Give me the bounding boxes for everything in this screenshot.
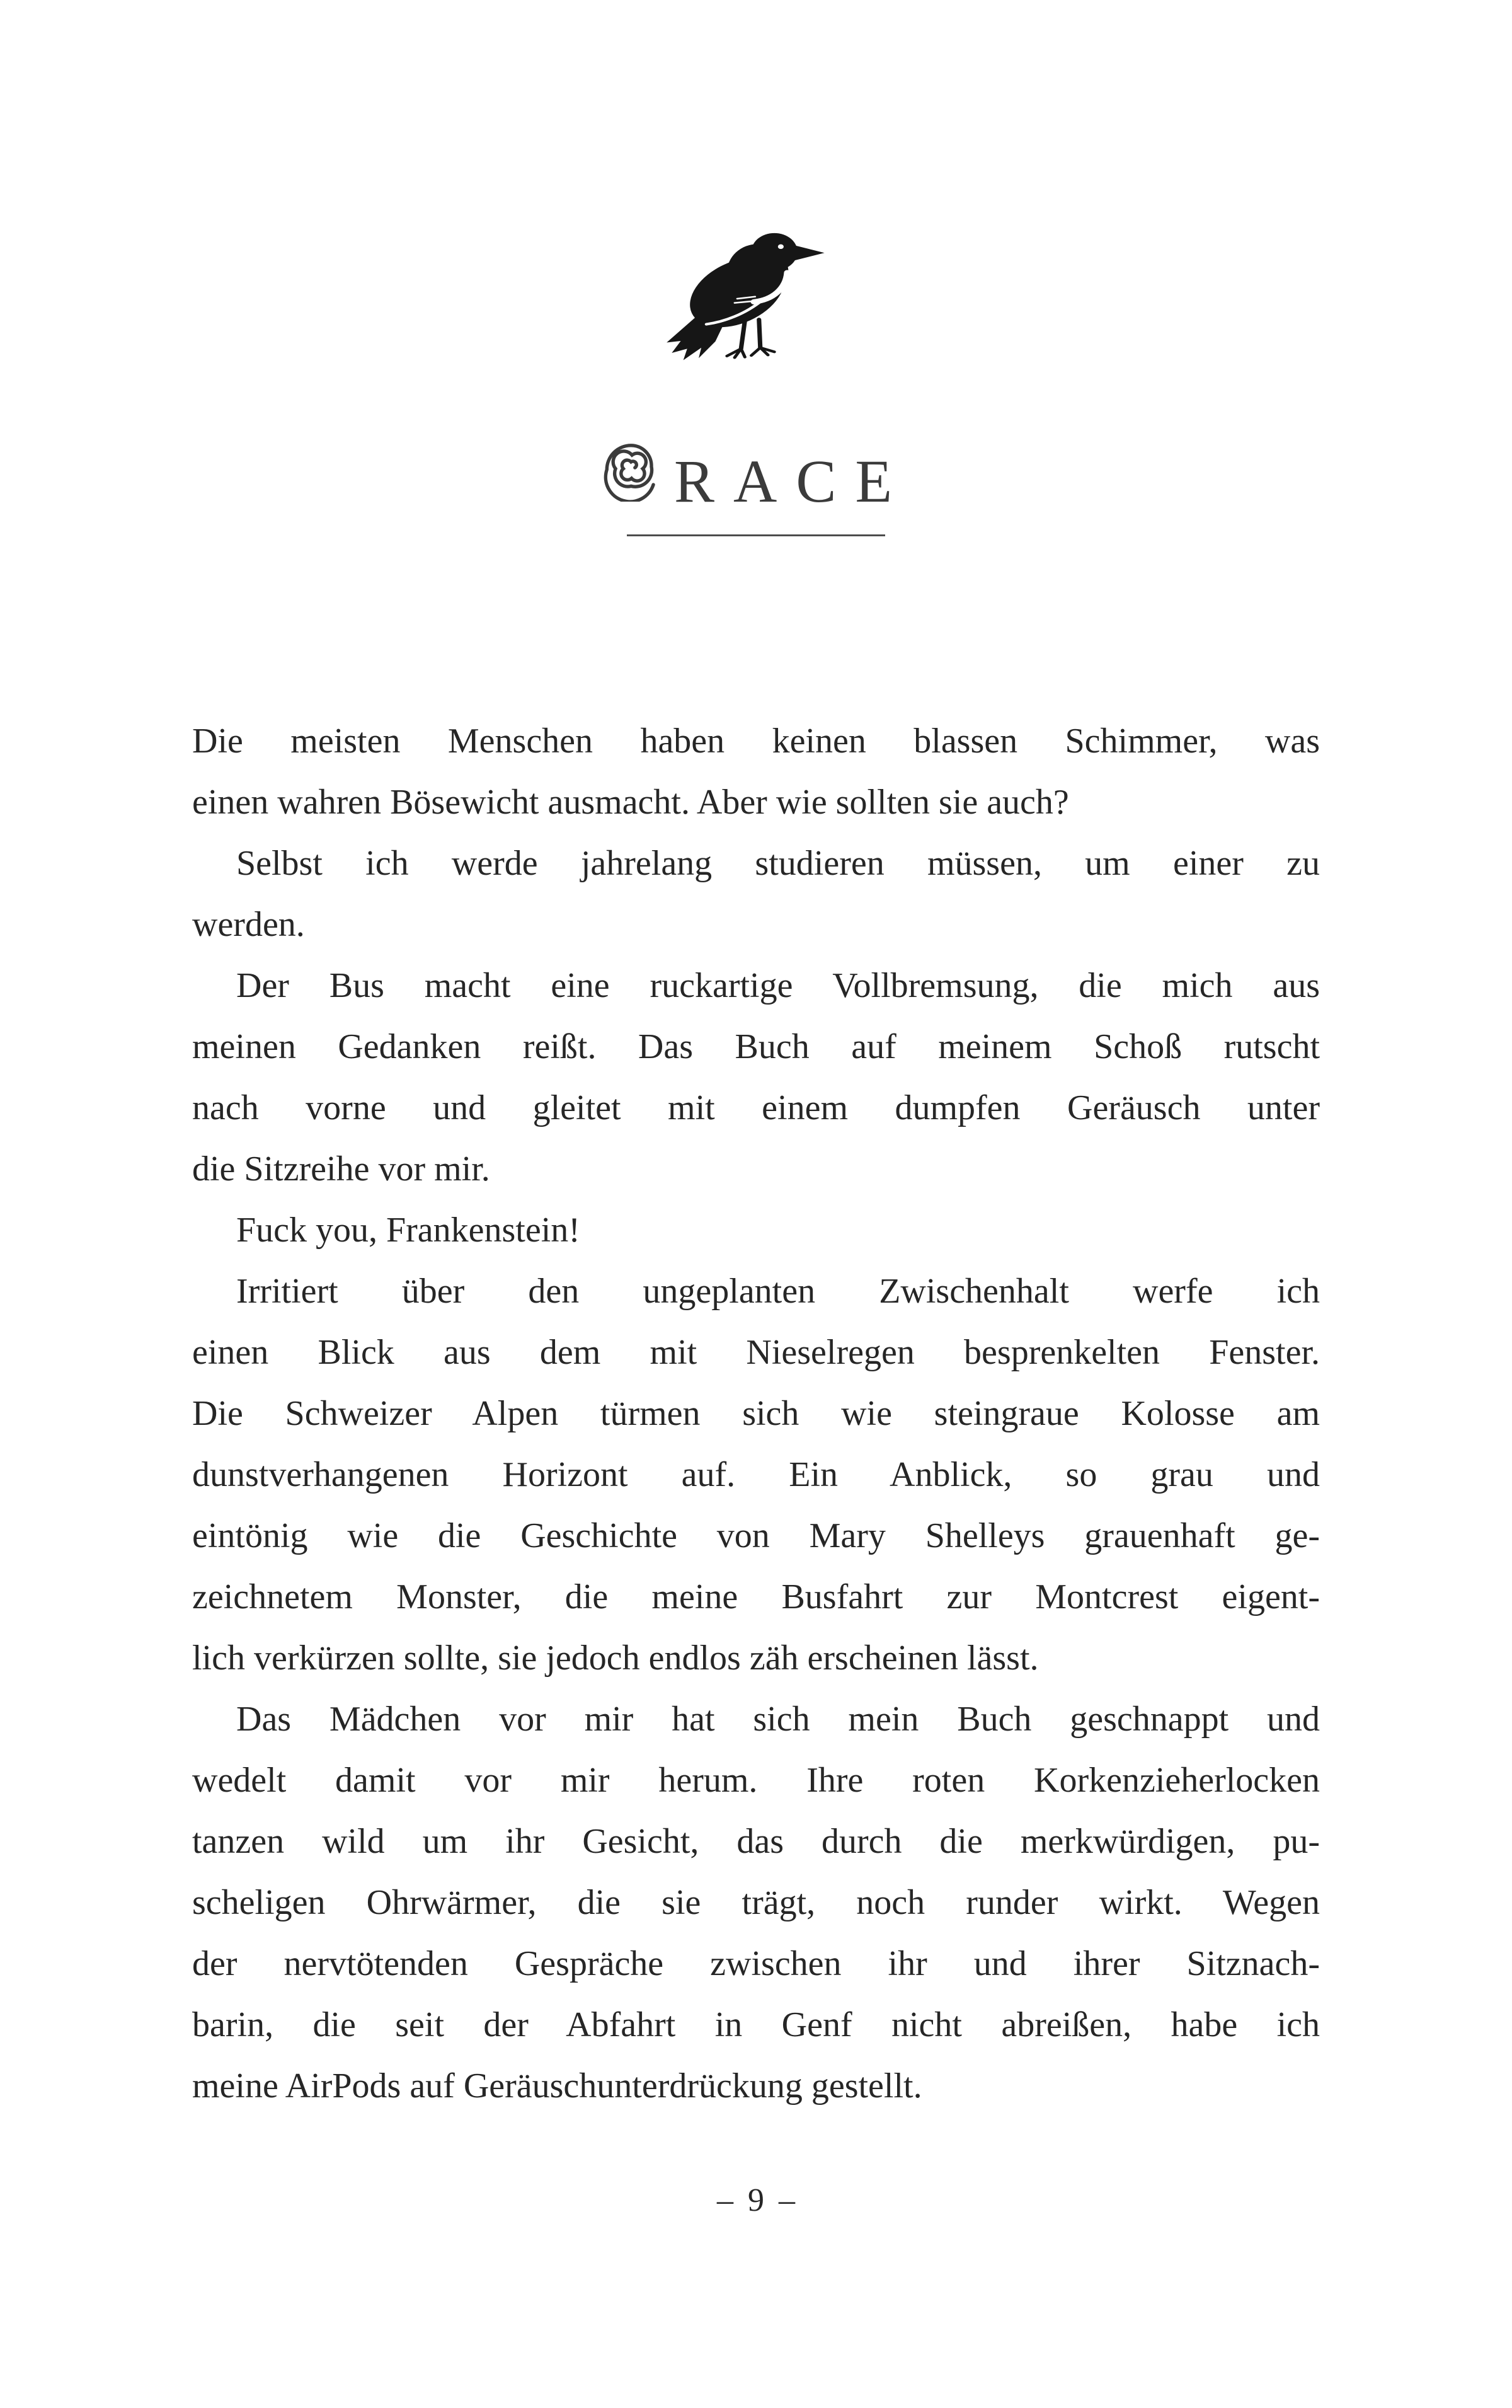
text-line: Die Schweizer Alpen türmen sich wie steingraue Kolosse am [192,1394,1320,1433]
raven-eye [778,245,784,249]
chapter-title [0,439,1512,534]
decorative-initial-g-icon [601,439,664,502]
page-number: – 9 – [717,2182,795,2218]
raven-leg [741,321,745,349]
text-line: der nervtötenden Gespräche zwischen ihr und ihrer Sitznach- [192,1944,1320,1983]
text-line: eintönig wie die Geschichte von Mary Shelleys grauenhaft ge- [192,1516,1320,1555]
text-line: die Sitzreihe vor mir. [192,1149,490,1189]
raven-beak [788,243,825,262]
text-line: einen Blick aus dem mit Nieselregen besprenkelten Fenster. [192,1333,1320,1372]
text-line: Das Mädchen vor mir hat sich mein Buch geschnappt und [236,1700,1320,1739]
text-line: tanzen wild um ihr Gesicht, das durch die merkwürdigen, pu- [192,1822,1320,1861]
title-divider [627,534,885,536]
text-line: meinen Gedanken reißt. Das Buch auf meinem Schoß rutscht [192,1027,1320,1066]
text-line: wedelt damit vor mir herum. Ihre roten Korkenzieherlocken [192,1761,1320,1800]
text-line: einen wahren Bösewicht ausmacht. Aber wie sollten sie auch? [192,783,1069,822]
raven-illustration-icon [660,221,840,377]
text-line: nach vorne und gleitet mit einem dumpfen Geräusch unter [192,1088,1320,1127]
text-line: Der Bus macht eine ruckartige Vollbremsung, die mich aus [236,966,1320,1005]
text-line: dunstverhangenen Horizont auf. Ein Anblick, so grau und [192,1455,1320,1494]
text-line: meine AirPods auf Geräuschunterdrückung gestellt. [192,2066,922,2106]
text-line: scheligen Ohrwärmer, die sie trägt, noch runder wirkt. Wegen [192,1883,1320,1922]
text-line: barin, die seit der Abfahrt in Genf nicht abreißen, habe ich [192,2005,1320,2044]
text-line: werden. [192,905,305,944]
chapter-title-text: RACE [673,447,912,515]
text-line: Fuck you, Frankenstein! [236,1211,580,1250]
body-text [192,711,1320,2117]
text-line: Selbst ich werde jahrelang studieren müssen, um einer zu [236,844,1320,883]
raven-leg [759,320,760,348]
text-line: Die meisten Menschen haben keinen blassen Schimmer, was [192,722,1320,761]
text-line: zeichnetem Monster, die meine Busfahrt zur Montcrest eigent- [192,1577,1320,1616]
text-line: lich verkürzen sollte, sie jedoch endlos zäh erscheinen lässt. [192,1639,1039,1678]
text-line: Irritiert über den ungeplanten Zwischenhalt werfe ich [236,1272,1320,1311]
